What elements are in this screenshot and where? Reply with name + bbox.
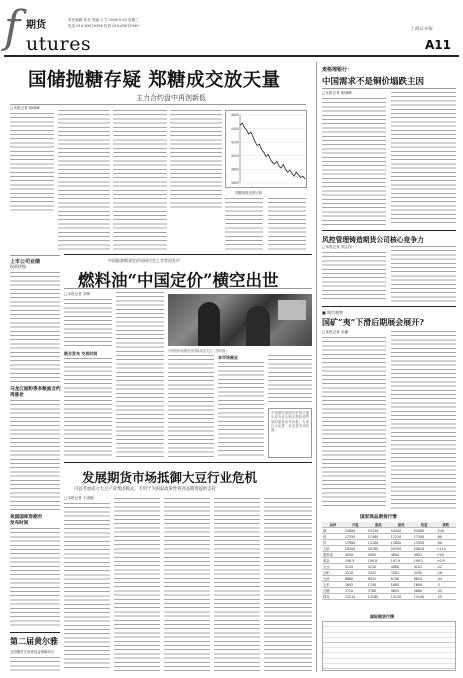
chart-point xyxy=(272,162,273,163)
quotes-col-header: 品种 xyxy=(322,522,344,528)
chart-y-tick-label: 4200 xyxy=(230,140,239,145)
sugar-chart xyxy=(225,110,307,188)
table-cell: 豆油 xyxy=(322,576,344,582)
lead-byline: □本报记者 杨晓峰 xyxy=(10,106,40,110)
table-cell: 54560 xyxy=(413,528,436,534)
chart-point xyxy=(255,142,256,143)
chart-y-tick-label: 4000 xyxy=(230,154,239,158)
feature-top-rule xyxy=(64,254,312,255)
table-cell: 3680 xyxy=(413,588,436,594)
advert-body xyxy=(10,657,60,671)
table-cell: -52 xyxy=(436,588,456,594)
chart-point xyxy=(263,152,264,153)
table-cell: -25 xyxy=(436,594,456,600)
feature-label: 中国能源期货定价权研讨会上学者再发声 xyxy=(108,258,180,263)
table-cell: 199.2 xyxy=(413,558,436,564)
chart-point xyxy=(266,156,267,157)
soy-top-rule xyxy=(64,462,312,463)
soy-subheadline: 可以考虑成立大豆产业集团模式，专用于为国家政策性将食品期货提供支持 xyxy=(74,487,216,492)
right-mid-body-1 xyxy=(322,252,386,302)
table-cell: 铜 xyxy=(322,528,344,534)
table-cell: 20350 xyxy=(390,546,413,552)
right-col-divider xyxy=(316,62,317,672)
table-cell: 13210 xyxy=(344,594,367,600)
chart-point xyxy=(253,136,254,137)
chart-point xyxy=(276,161,277,162)
table-cell: 54800 xyxy=(344,528,367,534)
chart-series-line xyxy=(240,123,305,179)
table-cell: 黄金 xyxy=(322,558,344,564)
feature-photo-caption: 中国燃料油期货获国际同业关注（资料图） xyxy=(168,349,229,353)
table-cell: 4985 xyxy=(367,552,390,558)
table-cell: 17350 xyxy=(344,534,367,540)
quotes-col-header: 最高 xyxy=(367,522,390,528)
lead-subheadline: 主力合约盘中再创新低 xyxy=(136,94,206,102)
table-cell: 4930 xyxy=(344,552,367,558)
table-cell: 3720 xyxy=(344,588,367,594)
quotes-col-header: 涨跌 xyxy=(436,522,456,528)
advert-title: 第二届黄尔雅 xyxy=(10,636,58,646)
chart-point xyxy=(305,179,306,180)
masthead-meta-2: 电话 010-63070356 传真 010-63070340 xyxy=(68,24,139,28)
chart-point xyxy=(302,176,303,177)
right-mid-rule xyxy=(322,230,456,231)
chart-point xyxy=(279,166,280,167)
soy-body-col-4 xyxy=(214,498,260,671)
chart-point xyxy=(281,168,282,169)
chart-y-tick-label: 4600 xyxy=(230,113,239,118)
table-cell: 4120 xyxy=(344,564,367,570)
table-cell: 4088 xyxy=(390,564,413,570)
chart-point xyxy=(250,132,251,133)
table-cell: 13980 xyxy=(344,540,367,546)
masthead-section-cn: 期货 xyxy=(26,20,46,31)
masthead-meta-1: 责任编辑 张戈 美编 王力 2008.9.25 星期三 xyxy=(68,18,139,22)
quotes-col-header: 开盘 xyxy=(344,522,367,528)
table-cell: 4101 xyxy=(413,564,436,570)
photo-person-1 xyxy=(198,302,220,346)
lead-headline: 国储抛糖存疑 郑糖成交放天量 xyxy=(28,70,281,91)
left-body-3 xyxy=(10,528,60,628)
page-number: A11 xyxy=(425,38,451,52)
table-cell: -60 xyxy=(436,534,456,540)
chart-point xyxy=(300,177,301,178)
left-head-2: 马龙江面粉等多粮面合约 xyxy=(10,387,61,392)
feature-body-col-4 xyxy=(218,362,264,458)
right-top-headline: 中国需求不是铜价塌跌主因 xyxy=(322,77,425,87)
table-cell: 17210 xyxy=(390,534,413,540)
photo-screen xyxy=(278,300,306,320)
chart-point xyxy=(294,176,295,177)
table-cell: 3295 xyxy=(413,570,436,576)
table-cell: 3342 xyxy=(367,570,390,576)
chart-point xyxy=(246,130,247,131)
sugar-chart-svg xyxy=(226,111,308,189)
table-cell: 14100 xyxy=(367,540,390,546)
left-head-1: 上市公司业绩 xyxy=(10,259,41,265)
soy-headline: 发展期货市场抵御大豆行业危机 xyxy=(82,470,258,485)
table-cell: 13190 xyxy=(413,594,436,600)
table-cell: 4150 xyxy=(367,564,390,570)
chart-point xyxy=(283,164,284,165)
table-cell: 8820 xyxy=(413,576,436,582)
left-body-1 xyxy=(10,272,60,382)
right-low-headline: 国矿“夷”下滑后期展会展开? xyxy=(322,317,424,327)
table-cell: 13260 xyxy=(367,594,390,600)
feature-subhead-1: 联合发布 交易时间 xyxy=(64,351,98,356)
quotes-table xyxy=(322,522,456,600)
table-cell: 3281 xyxy=(390,570,413,576)
table-cell: +0.9 xyxy=(436,558,456,564)
chart-y-tick-label: 3800 xyxy=(230,167,239,172)
right-low-rule xyxy=(322,306,456,307)
masthead-section-en: utures xyxy=(26,33,92,55)
right-mid-headline: 风控管理铸造期货公司核心竞争力 xyxy=(322,236,424,244)
feature-body-col-2 xyxy=(116,292,164,458)
quotes-col-header: 最低 xyxy=(390,522,413,528)
advert-subtitle: 全国期货交易者权益保障项目 xyxy=(10,650,55,654)
lead-body-col-5 xyxy=(225,198,263,250)
table-cell: 1690 xyxy=(413,582,436,588)
masthead-rule xyxy=(4,55,459,57)
table-cell: 4890 xyxy=(390,552,413,558)
table-cell: 棉花 xyxy=(322,594,344,600)
feature-photo xyxy=(168,294,312,346)
table-cell: 198.5 xyxy=(344,558,367,564)
quotes-table-2-title: 国际期货行情 xyxy=(370,614,394,619)
soy-body-col-1 xyxy=(64,503,110,671)
table-cell: 17300 xyxy=(413,534,436,540)
table-cell: 1685 xyxy=(390,582,413,588)
chart-point xyxy=(268,154,269,155)
table-cell: 3760 xyxy=(367,588,390,594)
masthead xyxy=(0,0,463,60)
right-mid-body-2 xyxy=(391,246,456,302)
table-cell: 13150 xyxy=(390,594,413,600)
table-cell: 燃料油 xyxy=(322,552,344,558)
table-cell: 4952 xyxy=(413,552,436,558)
table-cell: -3 xyxy=(436,582,456,588)
chart-point xyxy=(248,134,249,135)
lead-body-col-4 xyxy=(170,110,222,210)
chart-point xyxy=(296,172,297,173)
right-low-body-1 xyxy=(322,337,386,509)
right-top-kicker: 麦格理银行： xyxy=(322,67,353,73)
chart-point xyxy=(240,125,241,126)
table-cell: 55130 xyxy=(367,528,390,534)
chart-point xyxy=(257,145,258,146)
table-cell: 3310 xyxy=(344,570,367,576)
table-cell: 197.9 xyxy=(390,558,413,564)
right-top-body-2 xyxy=(391,92,456,226)
table-cell: 20610 xyxy=(413,546,436,552)
table-cell: 20500 xyxy=(344,546,367,552)
feature-box xyxy=(268,408,312,458)
table-cell: 1692 xyxy=(344,582,367,588)
right-mid-byline: □本报记者 刘志伟 xyxy=(322,245,352,249)
table-cell: 豆粕 xyxy=(322,570,344,576)
right-top-rule xyxy=(322,88,456,89)
table-cell: -90 xyxy=(436,540,456,546)
lead-body-col-2 xyxy=(58,110,110,252)
lead-body-col-3 xyxy=(113,110,167,252)
table-cell: 54200 xyxy=(390,528,413,534)
chart-point xyxy=(244,127,245,128)
feature-body-col-3 xyxy=(168,355,214,458)
lead-body-col-1 xyxy=(10,113,54,213)
chart-y-tick-label: 4400 xyxy=(230,126,239,131)
table-cell: 17460 xyxy=(367,534,390,540)
feature-body-col-1b xyxy=(64,358,112,458)
right-low-byline: □本报记者 刘谦 xyxy=(322,330,349,334)
table-cell: 天胶 xyxy=(322,546,344,552)
right-low-body-2 xyxy=(391,331,456,509)
feature-headline: 燃料油“中国定价”横空出世 xyxy=(78,271,279,290)
left-body-2 xyxy=(10,400,60,510)
chart-y-tick-label: 3600 xyxy=(230,181,239,186)
feature-byline: □本报记者 刘锋 xyxy=(64,292,91,296)
left-head-3b: 发布时间 xyxy=(10,521,29,526)
photo-person-2 xyxy=(246,306,270,346)
table-cell: 1700 xyxy=(367,582,390,588)
chart-point xyxy=(270,159,271,160)
chart-point xyxy=(242,123,243,124)
feature-body-col-1 xyxy=(64,299,112,349)
soy-body-col-3 xyxy=(164,498,210,671)
table-cell: 8790 xyxy=(390,576,413,582)
quotes-table-wrap xyxy=(322,522,456,600)
soy-byline: □本报记者 王淑敏 xyxy=(64,496,94,500)
chart-point xyxy=(287,172,288,173)
table-cell: 锌 xyxy=(322,540,344,546)
chart-point xyxy=(261,149,262,150)
masthead-big-letter: f xyxy=(4,2,21,53)
table-cell: 13800 xyxy=(390,540,413,546)
chart-point xyxy=(289,170,290,171)
masthead-paper-name: 上海证券报 xyxy=(410,27,433,32)
soy-body-col-5 xyxy=(264,498,312,671)
table-cell: 3655 xyxy=(390,588,413,594)
table-cell: +28 xyxy=(436,552,456,558)
left-head-2b: 再涨价 xyxy=(10,393,24,398)
chart-point xyxy=(298,174,299,175)
table-cell: 玉米 xyxy=(322,582,344,588)
left-advert xyxy=(10,632,60,670)
chart-point xyxy=(259,144,260,145)
lead-rule xyxy=(10,104,306,105)
left-head-3: 美国国库券期市 xyxy=(10,515,43,520)
table-cell: 13920 xyxy=(413,540,436,546)
table-cell: 20780 xyxy=(367,546,390,552)
left-head-1b: 投资评级 xyxy=(10,264,26,269)
lead-body-col-6 xyxy=(268,198,306,250)
quotes-col-header: 收盘 xyxy=(413,522,436,528)
table-cell: -44 xyxy=(436,576,456,582)
feature-body-col-5 xyxy=(268,355,312,405)
table-cell: 8860 xyxy=(344,576,367,582)
chart-point xyxy=(292,173,293,174)
quotes-table-title: 国家商品期货行情 xyxy=(360,515,397,520)
table-cell: 铝 xyxy=(322,534,344,540)
table-cell: -18 xyxy=(436,570,456,576)
feature-rule xyxy=(64,288,312,289)
soy-body-col-2 xyxy=(114,498,160,671)
right-low-kicker: ■ 期市观察 xyxy=(322,310,344,315)
table-cell: -22 xyxy=(436,564,456,570)
right-top-body-1 xyxy=(322,98,386,226)
chart-point xyxy=(285,169,286,170)
table-cell: 白糖 xyxy=(322,588,344,594)
left-col-rule xyxy=(10,255,60,256)
table-cell: +110 xyxy=(436,546,456,552)
table-cell: 8932 xyxy=(367,576,390,582)
feature-subhead-2: 本市场商业 xyxy=(218,355,238,360)
right-top-byline: □本报记者 杨晓峰 xyxy=(322,91,352,95)
quotes-table-2 xyxy=(322,621,456,671)
table-cell: 大豆 xyxy=(322,564,344,570)
table-cell: 199.8 xyxy=(367,558,390,564)
chart-caption: 郑糖指数近期走势 xyxy=(235,191,263,195)
chart-point xyxy=(274,164,275,165)
table-row xyxy=(322,594,456,600)
table-cell: -240 xyxy=(436,528,456,534)
feature-box-text: 中国燃料油期货价格已逐步成为亚太地区燃料油贸易的重要参考价格，专家认为应进一步完善市场机制。 xyxy=(271,411,309,433)
